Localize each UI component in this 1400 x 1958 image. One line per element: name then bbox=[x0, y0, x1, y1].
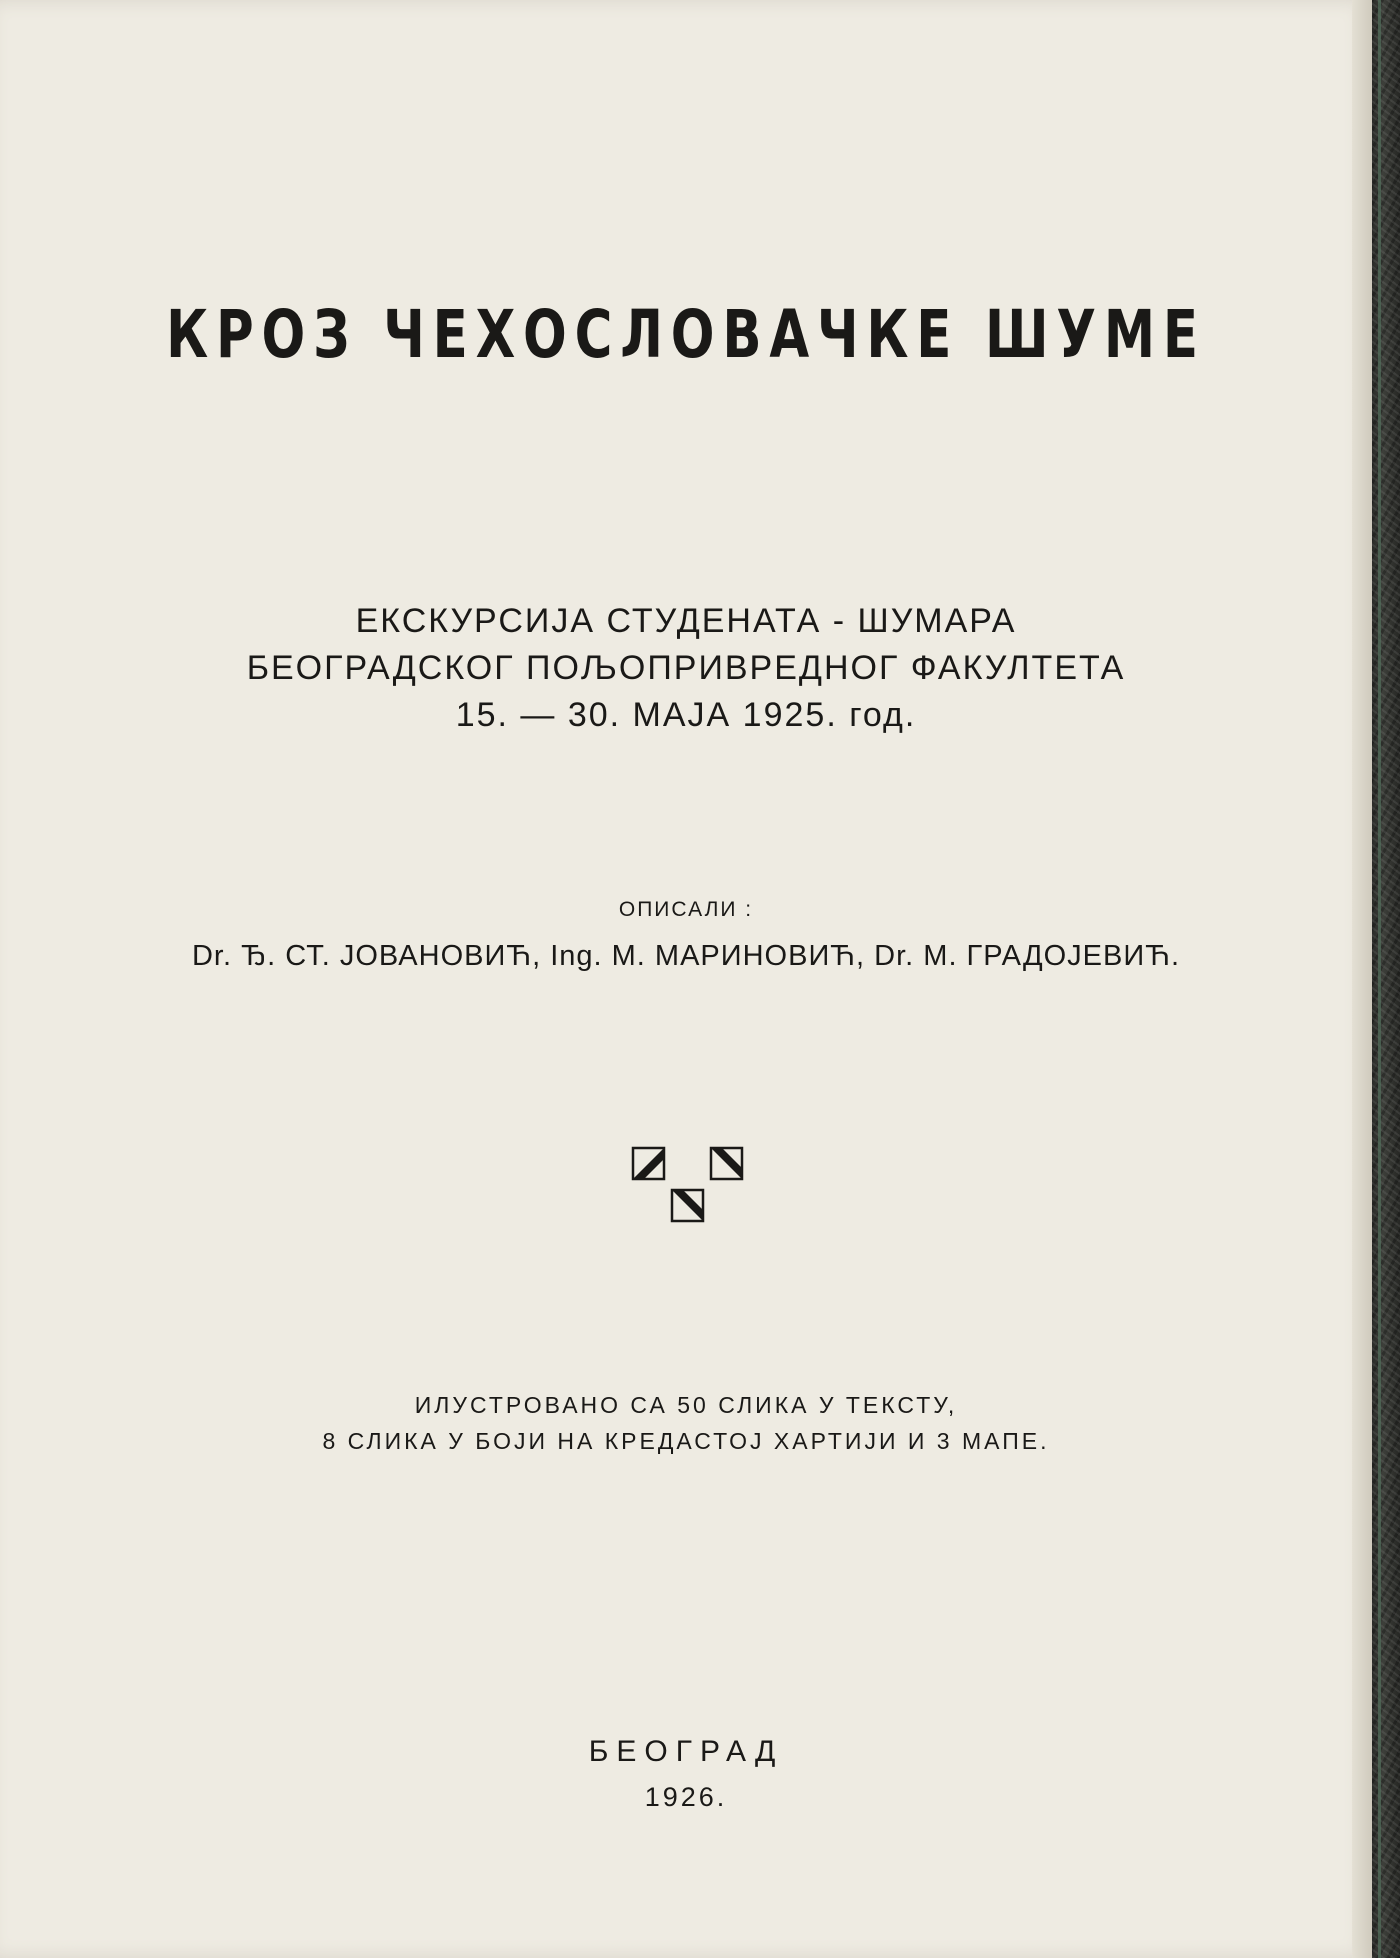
illustrations-line-2: 8 СЛИКА У БОЈИ НА КРЕДАСТОЈ ХАРТИЈИ И 3 МАПЕ. bbox=[322, 1428, 1050, 1454]
binding-strip bbox=[1378, 0, 1381, 1958]
imprint-city: БЕОГРАД bbox=[588, 1735, 784, 1768]
illustrations-line-1: ИЛУСТРОВАНО СА 50 СЛИКА У ТЕКСТУ, bbox=[414, 1392, 958, 1418]
subtitle-line-3: 15. — 30. МАЈА 1925. год. bbox=[455, 696, 917, 734]
subtitle-line-2: БЕОГРАДСКОГ ПОЉОПРИВРЕДНОГ ФАКУЛТЕТА bbox=[246, 649, 1126, 687]
book-binding bbox=[1372, 0, 1400, 1958]
subtitle-line-1: ЕКСКУРСИЈА СТУДЕНАТА - ШУМАРА bbox=[355, 602, 1017, 640]
described-by-label: ОПИСАЛИ : bbox=[618, 898, 754, 921]
imprint-year: 1926. bbox=[644, 1782, 728, 1812]
book-title: КРОЗ ЧЕХОСЛОВАЧКЕ ШУМЕ bbox=[166, 296, 1206, 373]
authors-line: Dr. Ђ. СТ. ЈОВАНОВИЋ, Ing. М. МАРИНОВИЋ, Dr. М. ГРАДОЈЕВИЋ. bbox=[191, 940, 1181, 972]
three-shield-ornament-icon bbox=[630, 1145, 745, 1225]
page-edge bbox=[1352, 0, 1372, 1958]
